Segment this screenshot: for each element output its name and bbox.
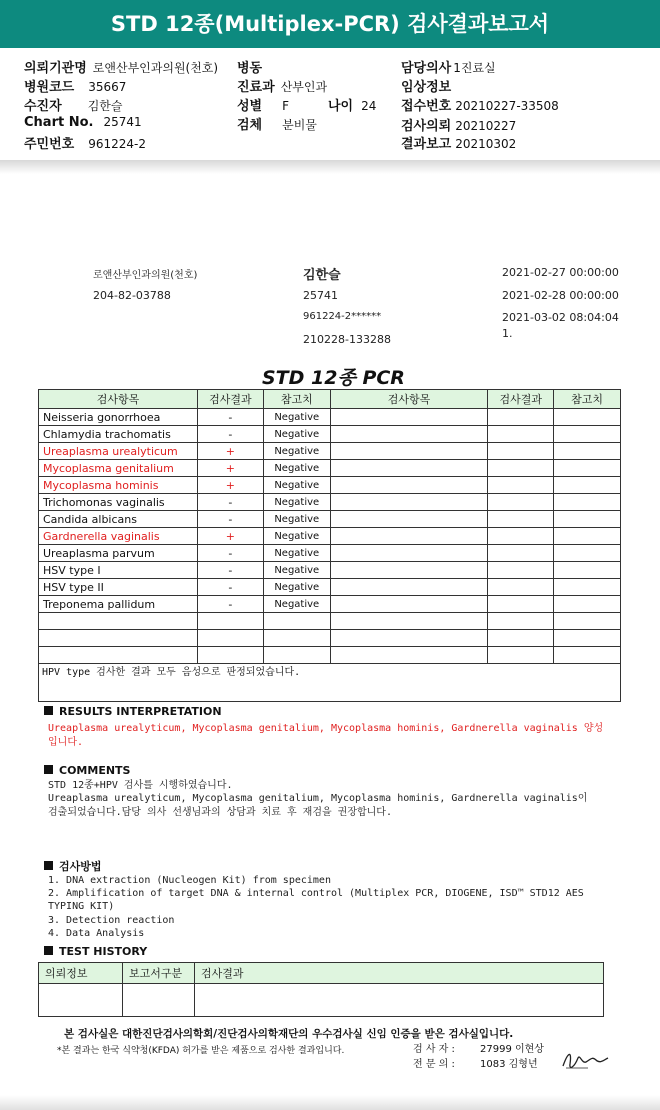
empty-cell [330,562,488,579]
table-row [39,460,621,477]
table-row [39,545,621,562]
patient-label: 수진자 [24,99,62,114]
reference-value: Negative [263,579,330,596]
date-received: 2021-02-27 00:00:00 [502,266,619,279]
hospital-code-label: 병원코드 [24,80,75,95]
test-name: Gardnerella vaginalis [39,528,198,545]
institution-value: 로앤산부인과의원(천호) [92,61,219,75]
patient-name: 김한슬 [303,268,341,283]
empty-cell [330,443,488,460]
reference-value: Negative [263,596,330,613]
institution-row [24,57,218,76]
hpv-note: HPV type 검사한 결과 모두 음성으로 판정되었습니다. [38,660,621,702]
empty-cell [330,596,488,613]
reference-value: Negative [263,443,330,460]
empty-cell [488,409,554,426]
bullet-square-icon [44,946,53,955]
institution-label: 의뢰기관명 [24,61,87,76]
method-heading [44,858,102,874]
test-result: + [197,528,263,545]
comments-text-3: 검출되었습니다.담당 의사 선생님과의 상담과 치료 후 재검을 권장합니다. [48,807,392,818]
test-name: Mycoplasma hominis [39,477,198,494]
history-col-request: 의뢰정보 [39,963,123,984]
comments-text-2: Ureaplasma urealyticum, Mycoplasma genitalium, Mycoplasma hominis, Gardnerella vaginalis이 [48,793,588,804]
dept-row [237,76,327,95]
reference-value [263,613,330,630]
test-name: HSV type I [39,562,198,579]
method-step-1: 1. DNA extraction (Nucleogen Kit) from specimen [48,875,331,886]
specimen-label: 검체 [237,118,263,133]
empty-cell [554,460,621,477]
hospital-code-row [24,76,126,95]
empty-cell [488,562,554,579]
empty-cell [330,630,488,647]
test-name [39,613,198,630]
test-name: Chlamydia trachomatis [39,426,198,443]
empty-cell [330,579,488,596]
page-number: 1. [502,327,513,340]
col-item-2: 검사항목 [330,390,488,409]
empty-cell [488,579,554,596]
reference-value: Negative [263,409,330,426]
reference-value: Negative [263,545,330,562]
test-result: - [197,409,263,426]
bullet-square-icon [44,706,53,715]
reference-value: Negative [263,477,330,494]
col-result: 검사결과 [197,390,263,409]
resident-number: 961224-2****** [303,311,382,322]
clinical-label: 임상정보 [401,80,452,95]
history-cell [39,984,123,1017]
method-step-3: 3. Detection reaction [48,915,175,926]
comments-heading-text: COMMENTS [59,764,131,777]
results-text-2: 입니다. [48,737,84,748]
empty-cell [488,426,554,443]
doctor-value: 1진료실 [453,61,496,75]
reference-value: Negative [263,511,330,528]
test-result [197,613,263,630]
test-result: - [197,596,263,613]
method-heading-text: 검사방법 [59,860,102,873]
specimen-value: 분비물 [282,118,317,132]
method-step-2-cont: TYPING KIT) [48,901,115,912]
table-row [39,426,621,443]
table-row [39,613,621,630]
empty-cell [554,528,621,545]
table-row [39,511,621,528]
reference-value [263,630,330,647]
doctor-label: 담당의사 [401,61,452,76]
test-result: + [197,460,263,477]
empty-cell [554,562,621,579]
chart-number: 25741 [303,289,338,302]
section-title: STD 12종 PCR [262,367,405,389]
request-value: 20210227 [455,119,517,133]
test-name: HSV type II [39,579,198,596]
history-cell [123,984,195,1017]
report-date-row [401,133,516,152]
empty-cell [330,426,488,443]
test-result: - [197,562,263,579]
empty-cell [330,528,488,545]
test-result: - [197,494,263,511]
results-heading-text: RESULTS INTERPRETATION [59,705,222,718]
empty-cell [488,477,554,494]
reference-value: Negative [263,460,330,477]
test-name: Mycoplasma genitalium [39,460,198,477]
empty-cell [330,545,488,562]
specialist-value: 1083 김형년 [480,1059,538,1070]
test-name: Ureaplasma urealyticum [39,443,198,460]
col-result-2: 검사결과 [488,390,554,409]
clinic-name: 로앤산부인과의원(천호) [93,270,198,281]
col-ref: 참고치 [263,390,330,409]
table-row [39,409,621,426]
empty-cell [554,613,621,630]
chart-label: Chart No. [24,115,94,130]
receipt-label: 접수번호 [401,99,452,114]
date-reported: 2021-03-02 08:04:04 [502,311,619,324]
table-row [39,528,621,545]
report-date-label: 결과보고 [401,137,452,152]
empty-cell [554,596,621,613]
history-cell [195,984,604,1017]
ward-label: 병동 [237,61,263,76]
history-col-type: 보고서구분 [123,963,195,984]
empty-cell [554,545,621,562]
receipt-value: 20210227-33508 [455,99,559,113]
id-label: 주민번호 [24,137,75,152]
empty-cell [488,613,554,630]
tester-value: 27999 이현상 [480,1044,544,1055]
results-text-1: Ureaplasma urealyticum, Mycoplasma genitalium, Mycoplasma hominis, Gardnerella vaginalis 양성 [48,723,604,734]
signature-icon [560,1046,610,1074]
empty-cell [330,409,488,426]
test-result: - [197,426,263,443]
patient-row [24,95,122,114]
empty-cell [488,443,554,460]
age-value: 24 [361,99,377,113]
ward-row [237,57,268,76]
reference-value: Negative [263,562,330,579]
chart-row [24,115,142,130]
request-label: 검사의뢰 [401,119,452,134]
business-number: 204-82-03788 [93,289,171,302]
empty-cell [554,511,621,528]
empty-cell [554,409,621,426]
empty-cell [554,443,621,460]
history-table [38,962,604,1017]
table-row [39,562,621,579]
history-header-row [39,963,604,984]
page-bottom-edge [0,1095,660,1110]
empty-cell [488,545,554,562]
empty-cell [330,613,488,630]
report-date-value: 20210302 [455,137,517,151]
empty-cell [488,630,554,647]
col-item: 검사항목 [39,390,198,409]
reference-value: Negative [263,426,330,443]
dept-label: 진료과 [237,80,275,95]
chart-value: 25741 [103,115,142,129]
table-row [39,579,621,596]
hospital-code-value: 35667 [88,80,127,94]
id-value: 961224-2 [88,137,147,151]
test-result: + [197,477,263,494]
empty-cell [330,460,488,477]
sample-number: 210228-133288 [303,333,391,346]
history-heading-text: TEST HISTORY [59,945,148,958]
method-step-4: 4. Data Analysis [48,928,145,939]
sex-value: F [282,99,290,113]
certification-text: 본 검사실은 대한진단검사의학회/진단검사의학재단의 우수검사실 신임 인증을 받은 검사실입니다. [64,1028,514,1040]
results-table [38,389,621,664]
sex-label: 성별 [237,99,263,114]
table-row [39,494,621,511]
history-row [39,984,604,1017]
test-name: Treponema pallidum [39,596,198,613]
tester-label: 검 사 자 : [413,1044,455,1055]
empty-cell [554,579,621,596]
kfda-text: *본 결과는 한국 식약청(KFDA) 허가를 받은 제품으로 검사한 결과입니다. [57,1046,345,1056]
history-col-result: 검사결과 [195,963,604,984]
test-result: - [197,579,263,596]
test-name: Ureaplasma parvum [39,545,198,562]
comments-text-1: STD 12종+HPV 검사를 시행하였습니다. [48,780,233,791]
receipt-row [401,95,559,114]
sex-row [237,95,289,114]
empty-cell [330,511,488,528]
test-result [197,630,263,647]
test-result: + [197,443,263,460]
table-row [39,443,621,460]
results-heading [44,705,222,718]
empty-cell [488,460,554,477]
empty-cell [554,426,621,443]
empty-cell [330,494,488,511]
patient-value: 김한슬 [87,99,123,113]
reference-value: Negative [263,494,330,511]
empty-cell [554,477,621,494]
test-name [39,630,198,647]
doctor-row [401,57,496,76]
method-step-2: 2. Amplification of target DNA & internal control (Multiplex PCR, DIOGENE, ISD™ STD12 AES [48,888,584,899]
report-title: STD 12종(Multiplex-PCR) 검사결과보고서 [0,0,660,48]
bullet-square-icon [44,765,53,774]
comments-heading [44,764,130,777]
clinical-row [401,76,457,95]
test-name: Trichomonas vaginalis [39,494,198,511]
results-header-row [39,390,621,409]
test-name: Neisseria gonorrhoea [39,409,198,426]
specimen-row [237,114,317,133]
empty-cell [488,511,554,528]
request-row [401,115,516,134]
table-row [39,630,621,647]
col-ref-2: 참고치 [554,390,621,409]
age-label: 나이 [328,99,354,114]
test-result: - [197,511,263,528]
test-result: - [197,545,263,562]
reference-value: Negative [263,528,330,545]
table-row [39,477,621,494]
header-divider [0,160,660,174]
age-row [328,95,376,114]
dept-value: 산부인과 [280,80,328,94]
history-heading [44,945,147,958]
empty-cell [554,494,621,511]
id-row [24,133,146,152]
empty-cell [554,630,621,647]
test-name: Candida albicans [39,511,198,528]
empty-cell [488,528,554,545]
bullet-square-icon [44,861,53,870]
date-tested: 2021-02-28 00:00:00 [502,289,619,302]
table-row [39,596,621,613]
specialist-label: 전 문 의 : [413,1059,455,1070]
empty-cell [330,477,488,494]
empty-cell [488,596,554,613]
empty-cell [488,494,554,511]
